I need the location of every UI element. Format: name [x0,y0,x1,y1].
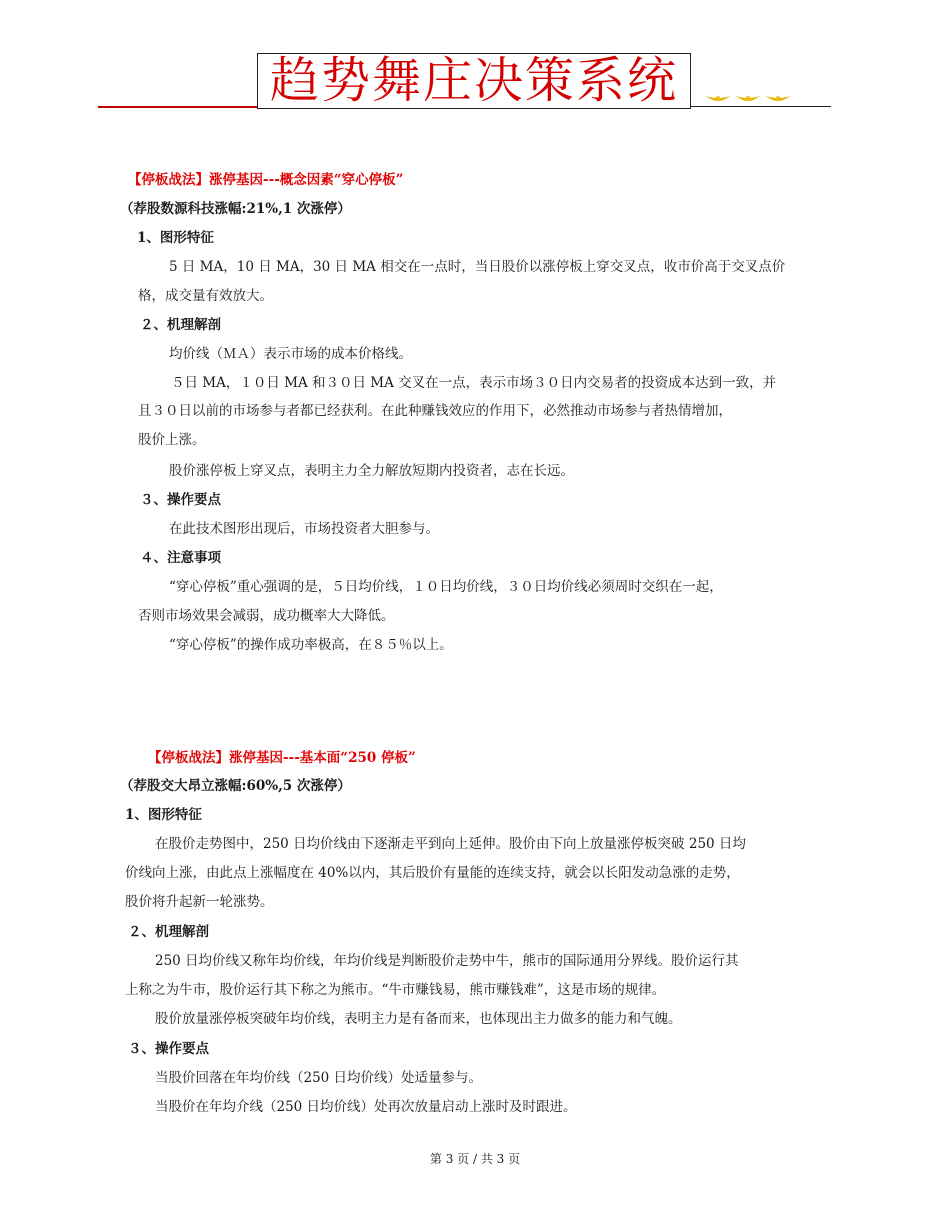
section-heading: ３、操作要点 [128,1041,209,1057]
paragraph: 价线向上涨，由此点上涨幅度在 40%以内，其后股价有量能的连续支持，就会以长阳发动急涨的走势， [125,865,740,881]
paragraph: 且３０日以前的市场参与者都已经获利。在此种赚钱效应的作用下，必然推动市场参与者热情增加， [138,403,732,419]
page-title: 趋势舞庄决策系统 [269,52,678,109]
ornament-icon [736,94,760,104]
paragraph: 在股价走势图中，250 日均价线由下逐渐走平到向上延伸。股价由下向上放量涨停板突破 250 日均 [155,836,746,852]
header-rule-right [691,106,831,107]
paragraph: 格，成交量有效放大。 [138,288,273,304]
paragraph: 当股价在年均介线（250 日均价线）处再次放量启动上涨时及时跟进。 [155,1099,577,1115]
paragraph: 均价线（ＭＡ）表示市场的成本价格线。 [169,346,412,362]
ornament-icon [706,94,730,104]
paragraph: 否则市场效果会减弱，成功概率大大降低。 [138,608,395,624]
paragraph: 股价将升起新一轮涨势。 [125,894,274,910]
ornament-icon [766,94,790,104]
paragraph: 股价涨停板上穿叉点，表明主力全力解放短期内投资者，志在长远。 [169,463,574,479]
paragraph: ５日 MA，１０日 MA 和３０日 MA 交叉在一点，表示市场３０日内交易者的投资成本达到一致，并 [171,375,777,391]
section-heading: ２、机理解剖 [128,924,209,940]
section-title: 【停板战法】涨停基因---概念因素“穿心停板” [128,172,404,188]
paragraph: “穿心停板”重心强调的是，５日均价线，１０日均价线，３０日均价线必须周时交织在一起， [169,579,723,595]
section-title: 【停板战法】涨停基因---基本面“250 停板” [148,750,416,766]
section-heading: ２、机理解剖 [140,317,221,333]
section-heading: ３、操作要点 [140,492,221,508]
paragraph: 上称之为牛市，股价运行其下称之为熊市。“牛市赚钱易，熊市赚钱难”，这是市场的规律。 [125,982,666,998]
header-rule-left [98,106,258,108]
paragraph: 当股价回落在年均价线（250 日均价线）处适量参与。 [155,1070,483,1086]
paragraph: 在此技术图形出现后，市场投资者大胆参与。 [169,521,439,537]
paragraph: 股价放量涨停板突破年均价线，表明主力是有备而来，也体现出主力做多的能力和气魄。 [155,1011,682,1027]
paragraph: “穿心停板”的操作成功率极高，在８５％以上。 [169,637,453,653]
paragraph: 250 日均价线又称年均价线，年均价线是判断股价走势中牛，熊市的国际通用分界线。股价运行其 [155,953,739,969]
section-heading: 1、图形特征 [137,230,214,246]
paragraph: 股价上涨。 [138,432,206,448]
recommendation: （荐股交大昂立涨幅:60%,5 次涨停） [120,778,351,794]
page-number: 第 3 页 / 共 3 页 [429,1152,521,1166]
recommendation: （荐股数源科技涨幅:21%,1 次涨停） [120,201,351,217]
section-heading: 1、图形特征 [125,807,202,823]
section-heading: ４、注意事项 [140,550,221,566]
paragraph: 5 日 MA，10 日 MA，30 日 MA 相交在一点时，当日股价以涨停板上穿交叉点，收市价高于交叉点价 [169,259,786,275]
